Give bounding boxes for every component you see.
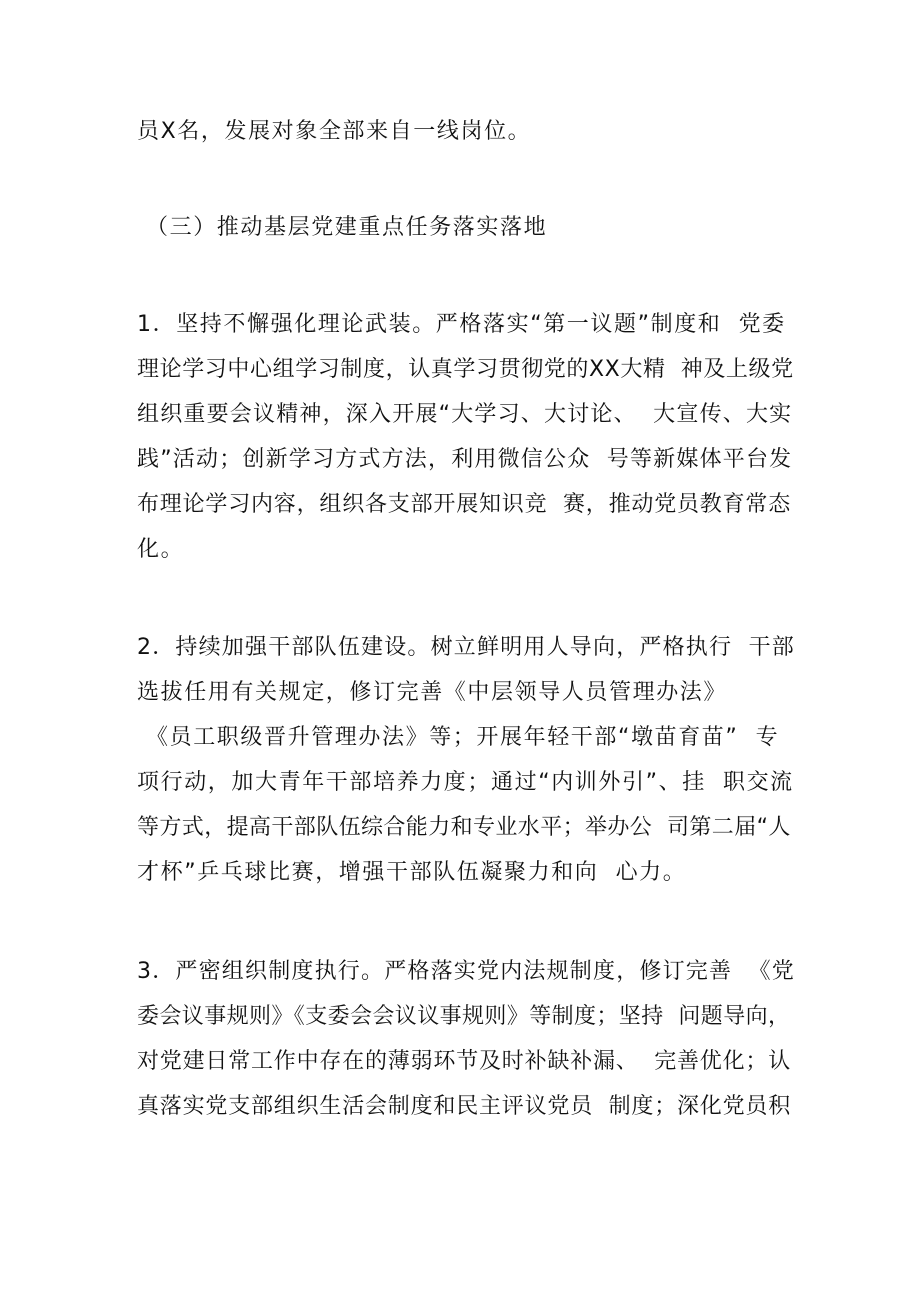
text-line: 2．持续加强干部队伍建设。树立鲜明用人导向，严格执行 干部 (137, 635, 795, 660)
text-line: 真落实党支部组织生活会制度和民主评议党员 制度；深化党员积 (137, 1094, 791, 1119)
text-line: 布理论学习内容，组织各支部开展知识竞 赛，推动党员教育常态 (137, 492, 791, 517)
text-line: 等方式，提高干部队伍综合能力和专业水平；举办公 司第二届“人 (137, 815, 791, 840)
text-line: 理论学习中心组学习制度，认真学习贯彻党的XX大精 神及上级党 (137, 357, 794, 382)
text-line: 项行动，加大青年干部培养力度；通过“内训外引”、挂 职交流 (137, 770, 794, 795)
text-line: 践”活动；创新学习方式方法，利用微信公众 号等新媒体平台发 (137, 447, 793, 472)
text-line: 委会议事规则》《支委会会议议事规则》等制度；坚持 问题导向， (137, 1004, 791, 1029)
text-line: 1．坚持不懈强化理论武装。严格落实“第一议题”制度和 党委 (137, 312, 786, 337)
text-line: 员X名，发展对象全部来自一线岗位。 (137, 119, 532, 144)
text-line: 才杯”乒乓球比赛，增强干部队伍凝聚力和向 心力。 (137, 860, 687, 885)
text-line: 3．严密组织制度执行。严格落实党内法规制度，修订完善 《党 (137, 959, 795, 984)
text-line: 《员工职级晋升管理办法》等；开展年轻干部“墩苗育苗” 专 (146, 725, 780, 750)
section-heading: （三）推动基层党建重点任务落实落地 (146, 215, 548, 240)
text-line: 组织重要会议精神，深入开展“大学习、大讨论、 大宣传、大实 (137, 402, 793, 427)
text-line: 选拔任用有关规定，修订完善《中层领导人员管理办法》 (137, 680, 728, 705)
text-line: 对党建日常工作中存在的薄弱环节及时补缺补漏、 完善优化；认 (137, 1049, 791, 1074)
text-line: 化。 (137, 537, 185, 562)
